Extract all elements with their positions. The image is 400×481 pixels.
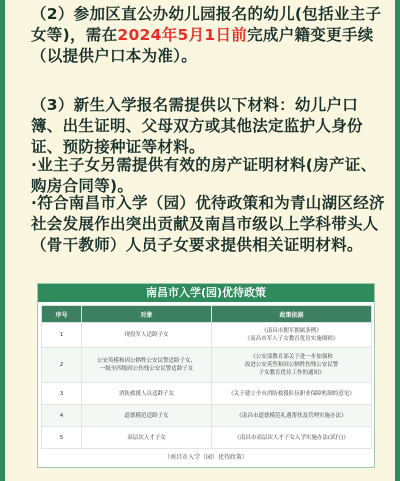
paragraph-item-3: （3）新生入学报名需提供以下材料：幼儿户口簿、出生证明、父母双方或其他法定监护人身份证、预防接种证等材料。	[31, 96, 363, 156]
header-target: 对象	[82, 306, 212, 323]
row-policy: 《南昌市高层次人才子女入学实施办法(试行)》	[212, 427, 372, 449]
header-index: 序号	[42, 306, 82, 323]
header-policy-basis: 政策依据	[212, 306, 372, 323]
paragraph-priority-policy: ·符合南昌市入学（园）优待政策和为青山湖区经济社会发展作出突出贡献及南昌市级以上学科带头人（骨干教师）人员子女要求提供相关证明材料。	[31, 194, 385, 254]
row-index: 1	[42, 323, 82, 348]
document-page	[5, 0, 395, 481]
table-row	[42, 383, 372, 405]
row-policy: 《公安部教育部关于进一步加强和 改进公安英烈和因公牺牲伤残公安民警 子女教育优待工作的通知》	[212, 348, 372, 383]
table-row	[42, 405, 372, 427]
paragraph-item-2-suffix: 完成户籍变更手续（以提供户口本为准）。	[31, 26, 374, 65]
row-index: 5	[42, 427, 82, 449]
row-policy: 《南昌市拥军拥属条例》 《南昌市军人子女教育优待实施细则》	[212, 323, 372, 348]
row-target: 公安英模和因公牺牲公安民警适龄子女、 一级至四级因公伤残公安民警适龄子女	[82, 348, 212, 383]
row-target: 消防救援人员适龄子女	[82, 383, 212, 405]
row-index: 2	[42, 348, 82, 383]
table-header-row	[42, 306, 372, 323]
paragraph-homeowner-note: ·业主子女另需提供有效的房产证明材料(房产证、购房合同等)。	[31, 156, 377, 195]
table-row	[42, 427, 372, 449]
row-index: 3	[42, 383, 82, 405]
paragraph-item-2	[31, 4, 387, 67]
table-title: 南昌市入学(园)优待政策	[38, 284, 374, 302]
policy-table	[41, 305, 372, 449]
table-row	[42, 348, 372, 383]
policy-table-card	[37, 283, 375, 468]
row-policy: 《南昌市道德模范礼遇帮扶及管理实施办法》	[212, 405, 372, 427]
deadline-date: 2024年5月1日前	[117, 26, 248, 44]
table-caption: （南昌市入学（园）优待政策）	[163, 454, 248, 461]
table-row	[42, 323, 372, 348]
row-target: 高层次人才子女	[82, 427, 212, 449]
paragraph-item-2-prefix: （2）参加区直公办幼儿园报名的幼儿(包括业主子女等)，需在	[31, 5, 382, 44]
row-target: 现役军人适龄子女	[82, 323, 212, 348]
row-policy: 《关于建立全市消防救援队伍职业保障机制的意见》	[212, 383, 372, 405]
row-index: 4	[42, 405, 82, 427]
row-target: 道德模范适龄子女	[82, 405, 212, 427]
